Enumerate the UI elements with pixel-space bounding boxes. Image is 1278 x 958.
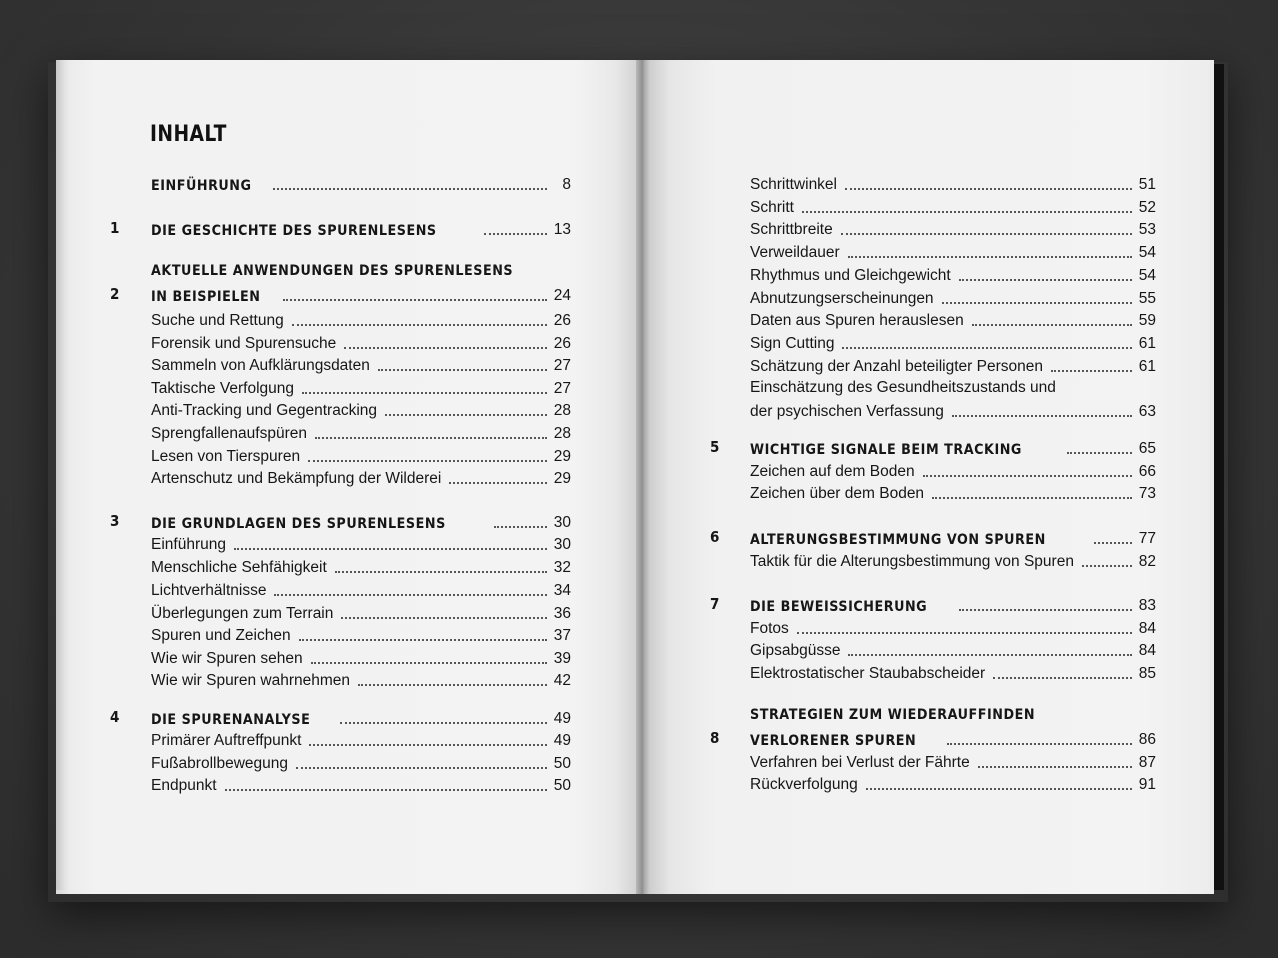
- toc-page-number: 27: [553, 357, 571, 374]
- toc-entry: [750, 263, 1156, 285]
- toc-page-number: 84: [1138, 642, 1156, 659]
- toc-entry: [151, 578, 571, 600]
- toc-entry-title: IN BEISPIELEN: [151, 289, 261, 305]
- toc-page-number: 82: [1138, 553, 1156, 570]
- toc-entry-title: Wie wir Spuren wahrnehmen: [151, 672, 351, 689]
- toc-leader-dots: [296, 766, 547, 769]
- toc-entry-title: VERLORENER SPUREN: [750, 733, 917, 749]
- toc-page-number: 37: [553, 627, 571, 644]
- toc-entry: [750, 217, 1156, 239]
- toc-page-number: 29: [553, 448, 571, 465]
- toc-page-number: 73: [1138, 485, 1156, 502]
- toc-chapter-entry: [710, 593, 1156, 615]
- toc-entry-title: Sammeln von Aufklärungsdaten: [151, 357, 370, 374]
- toc-page-number: 27: [553, 380, 571, 397]
- toc-leader-dots: [299, 638, 547, 641]
- toc-page-number: 29: [553, 470, 571, 487]
- toc-leader-dots: [1082, 564, 1132, 567]
- toc-chapter-number: 7: [710, 595, 720, 613]
- toc-entry-title: Primärer Auftreffpunkt: [151, 732, 302, 749]
- right-toc: [646, 60, 1214, 894]
- toc-entry-title: Schrittbreite: [750, 221, 833, 238]
- toc-entry: [151, 398, 571, 420]
- toc-entry: [151, 555, 571, 577]
- toc-leader-dots: [959, 608, 1132, 611]
- toc-chapter-number: 2: [110, 285, 120, 303]
- toc-entry-title: Schrittwinkel: [750, 176, 837, 193]
- toc-page-number: 54: [1138, 244, 1156, 261]
- toc-entry: [750, 172, 1156, 194]
- toc-page-number: 30: [553, 536, 571, 553]
- toc-page-number: 28: [553, 425, 571, 442]
- left-page: [56, 60, 640, 894]
- toc-leader-dots: [341, 616, 547, 619]
- toc-entry: [151, 532, 571, 554]
- toc-entry-title: ALTERUNGSBESTIMMUNG VON SPUREN: [750, 532, 1046, 548]
- toc-entry-title: DIE BEWEISSICHERUNG: [750, 599, 928, 615]
- toc-leader-dots: [993, 676, 1132, 679]
- toc-leader-dots: [273, 187, 547, 190]
- toc-entry-title: Zeichen auf dem Boden: [750, 463, 915, 480]
- toc-entry-title: Daten aus Spuren herauslesen: [750, 312, 964, 329]
- toc-leader-dots: [335, 570, 547, 573]
- toc-entry: [750, 750, 1156, 772]
- toc-entry-title: Sign Cutting: [750, 335, 835, 352]
- toc-entry-title: Verfahren bei Verlust der Fährte: [750, 754, 970, 771]
- toc-entry-title: Menschliche Sehfähigkeit: [151, 559, 327, 576]
- toc-leader-dots: [302, 391, 547, 394]
- toc-leader-dots: [947, 742, 1132, 745]
- toc-entry-title-line1: Einschätzung des Gesundheitszustands und: [750, 379, 1056, 396]
- toc-chapter-number: 3: [110, 512, 120, 530]
- book-spine: [636, 60, 650, 894]
- toc-entry-title: Sprengfallenaufspüren: [151, 425, 307, 442]
- toc-page-number: 91: [1138, 776, 1156, 793]
- toc-entry: [151, 751, 571, 773]
- toc-page-number: 51: [1138, 176, 1156, 193]
- toc-chapter-number: 5: [710, 438, 720, 456]
- toc-entry: [750, 661, 1156, 683]
- toc-entry: [151, 773, 571, 795]
- toc-chapter-entry: [110, 706, 571, 728]
- toc-leader-dots: [340, 721, 547, 724]
- toc-entry-title: Fotos: [750, 620, 789, 637]
- toc-leader-dots: [1067, 451, 1132, 454]
- toc-entry-title: Lesen von Tierspuren: [151, 448, 301, 465]
- toc-entry-title: Überlegungen zum Terrain: [151, 605, 334, 622]
- toc-entry: [750, 616, 1156, 638]
- toc-entry: [750, 638, 1156, 660]
- toc-entry: [750, 549, 1156, 571]
- toc-heading: INHALT: [150, 122, 227, 147]
- toc-entry: [750, 459, 1156, 481]
- toc-leader-dots: [309, 743, 547, 746]
- toc-page-number: 85: [1138, 665, 1156, 682]
- toc-entry-title: Wie wir Spuren sehen: [151, 650, 303, 667]
- toc-leader-dots: [283, 298, 547, 301]
- toc-entry-title: Forensik und Spurensuche: [151, 335, 337, 352]
- toc-entry: [151, 623, 571, 645]
- toc-page-number: 26: [553, 335, 571, 352]
- toc-leader-dots: [225, 788, 548, 791]
- toc-chapter-entry: [110, 283, 571, 305]
- toc-chapter-entry: [710, 436, 1156, 458]
- toc-leader-dots: [344, 346, 547, 349]
- toc-page-number: 34: [553, 582, 571, 599]
- toc-leader-dots: [234, 547, 547, 550]
- toc-entry-title: DIE SPURENANALYSE: [151, 712, 311, 728]
- toc-leader-dots: [449, 481, 547, 484]
- toc-page-number: 32: [553, 559, 571, 576]
- toc-page-number: 28: [553, 402, 571, 419]
- toc-leader-dots: [378, 368, 547, 371]
- toc-entry: [750, 354, 1156, 376]
- toc-chapter-entry: [110, 510, 571, 532]
- toc-page-number: 52: [1138, 199, 1156, 216]
- toc-entry-title: Gipsabgüsse: [750, 642, 841, 659]
- toc-chapter-entry: [151, 172, 571, 194]
- toc-page-number: 36: [553, 605, 571, 622]
- toc-entry-title: Spuren und Zeichen: [151, 627, 291, 644]
- toc-entry: [151, 668, 571, 690]
- toc-page-number: 61: [1138, 358, 1156, 375]
- toc-leader-dots: [841, 232, 1132, 235]
- toc-leader-dots: [845, 187, 1132, 190]
- toc-entry: [151, 308, 571, 330]
- toc-page-number: 65: [1138, 440, 1156, 457]
- toc-entry-title: Artenschutz und Bekämpfung der Wilderei: [151, 470, 442, 487]
- toc-leader-dots: [484, 232, 547, 235]
- toc-leader-dots: [385, 413, 547, 416]
- toc-entry: [151, 646, 571, 668]
- toc-leader-dots: [959, 278, 1132, 281]
- toc-leader-dots: [1094, 541, 1132, 544]
- toc-leader-dots: [952, 414, 1132, 417]
- toc-leader-dots: [494, 525, 547, 528]
- toc-leader-dots: [923, 474, 1132, 477]
- toc-entry: [750, 772, 1156, 794]
- toc-entry: [750, 399, 1156, 421]
- toc-page-number: 8: [562, 176, 571, 193]
- toc-leader-dots: [274, 593, 547, 596]
- toc-page-number: 50: [553, 755, 571, 772]
- toc-entry: [750, 240, 1156, 262]
- toc-leader-dots: [797, 631, 1132, 634]
- toc-entry: [750, 286, 1156, 308]
- toc-page-number: 61: [1138, 335, 1156, 352]
- toc-leader-dots: [358, 683, 547, 686]
- toc-entry: [151, 444, 571, 466]
- toc-leader-dots: [972, 323, 1132, 326]
- toc-entry-title-line1: AKTUELLE ANWENDUNGEN DES SPURENLESENS: [151, 263, 514, 279]
- toc-entry: [750, 481, 1156, 503]
- toc-entry: [151, 601, 571, 623]
- toc-leader-dots: [315, 436, 547, 439]
- toc-entry-title: Schritt: [750, 199, 794, 216]
- toc-page-number: 63: [1138, 403, 1156, 420]
- toc-page-number: 42: [553, 672, 571, 689]
- toc-entry-title: Abnutzungserscheinungen: [750, 290, 934, 307]
- toc-leader-dots: [802, 210, 1132, 213]
- toc-entry-title: Suche und Rettung: [151, 312, 284, 329]
- toc-entry: [151, 421, 571, 443]
- toc-entry: [151, 728, 571, 750]
- toc-page-number: 55: [1138, 290, 1156, 307]
- toc-chapter-entry: [710, 727, 1156, 749]
- toc-chapter-number: 1: [110, 219, 120, 237]
- toc-entry-title: Fußabrollbewegung: [151, 755, 289, 772]
- toc-entry-title: Einführung: [151, 536, 226, 553]
- toc-entry-title: Rhythmus und Gleichgewicht: [750, 267, 951, 284]
- toc-entry: [750, 331, 1156, 353]
- toc-leader-dots: [978, 765, 1132, 768]
- toc-page-number: 87: [1138, 754, 1156, 771]
- toc-entry-title: Endpunkt: [151, 777, 217, 794]
- toc-chapter-entry: [110, 217, 571, 239]
- toc-page-number: 77: [1138, 530, 1156, 547]
- toc-leader-dots: [292, 323, 547, 326]
- toc-entry: [151, 331, 571, 353]
- toc-chapter-entry: [710, 526, 1156, 548]
- toc-entry-title: Anti-Tracking und Gegentracking: [151, 402, 378, 419]
- right-page: [646, 60, 1214, 894]
- toc-chapter-number: 4: [110, 708, 120, 726]
- toc-page-number: 84: [1138, 620, 1156, 637]
- toc-page-number: 49: [553, 732, 571, 749]
- toc-page-number: 13: [553, 221, 571, 238]
- toc-leader-dots: [848, 653, 1132, 656]
- left-page-edge: [56, 60, 66, 890]
- toc-page-number: 26: [553, 312, 571, 329]
- toc-page-number: 54: [1138, 267, 1156, 284]
- toc-leader-dots: [848, 255, 1132, 258]
- toc-entry-title: Verweildauer: [750, 244, 840, 261]
- toc-page-number: 30: [553, 514, 571, 531]
- toc-chapter-number: 8: [710, 729, 720, 747]
- toc-entry: [151, 466, 571, 488]
- toc-entry-title: Zeichen über dem Boden: [750, 485, 925, 502]
- toc-leader-dots: [942, 301, 1132, 304]
- toc-entry-title: Lichtverhältnisse: [151, 582, 267, 599]
- toc-entry: [151, 353, 571, 375]
- toc-page-number: 83: [1138, 597, 1156, 614]
- toc-entry-title: Taktische Verfolgung: [151, 380, 295, 397]
- toc-entry-title-line1: STRATEGIEN ZUM WIEDERAUFFINDEN: [750, 707, 1036, 723]
- toc-entry-title: der psychischen Verfassung: [750, 403, 944, 420]
- toc-entry-title: Elektrostatischer Staubabscheider: [750, 665, 986, 682]
- toc-entry-title: DIE GRUNDLAGEN DES SPURENLESENS: [151, 516, 446, 532]
- toc-leader-dots: [311, 661, 547, 664]
- toc-page-number: 59: [1138, 312, 1156, 329]
- toc-page-number: 49: [553, 710, 571, 727]
- toc-entry-title: Taktik für die Alterungsbestimmung von Spuren: [750, 553, 1074, 570]
- toc-entry: [750, 308, 1156, 330]
- toc-page-number: 39: [553, 650, 571, 667]
- toc-leader-dots: [1051, 369, 1132, 372]
- toc-entry: [750, 195, 1156, 217]
- toc-leader-dots: [308, 459, 547, 462]
- toc-entry-title: Rückverfolgung: [750, 776, 858, 793]
- toc-leader-dots: [932, 496, 1132, 499]
- toc-leader-dots: [866, 787, 1132, 790]
- toc-entry-title: DIE GESCHICHTE DES SPURENLESENS: [151, 223, 437, 239]
- toc-page-number: 24: [553, 287, 571, 304]
- toc-chapter-number: 6: [710, 528, 720, 546]
- toc-entry-title: WICHTIGE SIGNALE BEIM TRACKING: [750, 442, 1022, 458]
- toc-page-number: 86: [1138, 731, 1156, 748]
- left-toc: [56, 60, 640, 894]
- toc-leader-dots: [842, 346, 1132, 349]
- toc-page-number: 50: [553, 777, 571, 794]
- toc-entry: [151, 376, 571, 398]
- toc-page-number: 53: [1138, 221, 1156, 238]
- toc-page-number: 66: [1138, 463, 1156, 480]
- toc-entry-title: EINFÜHRUNG: [151, 178, 252, 194]
- toc-entry-title: Schätzung der Anzahl beteiligter Personen: [750, 358, 1043, 375]
